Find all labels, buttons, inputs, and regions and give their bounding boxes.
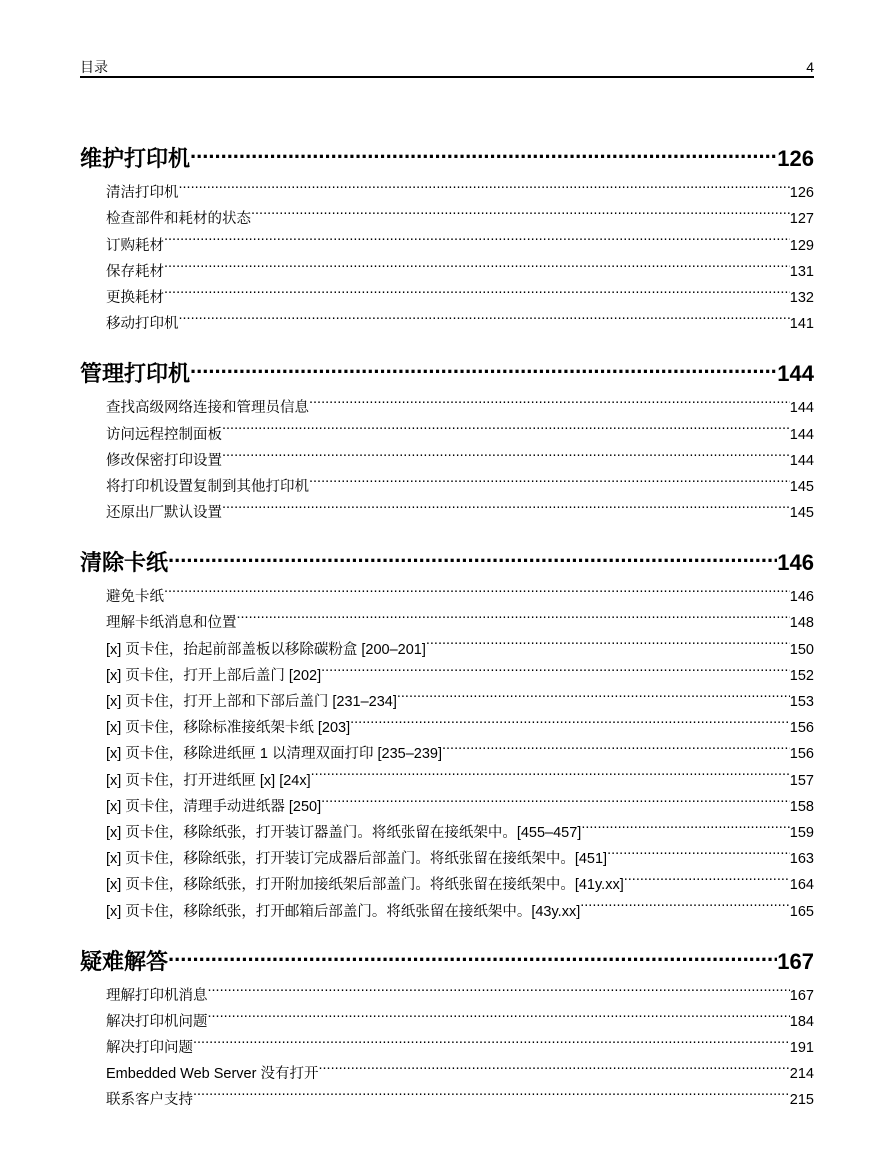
toc-entry-page-number: 131 xyxy=(789,263,814,280)
toc-entry-label: [x] 页卡住，抬起前部盖板以移除碳粉盒 [200–201] xyxy=(106,641,426,658)
toc-entry-page-number: 184 xyxy=(789,1013,814,1030)
toc-entry-page-number: 141 xyxy=(789,316,814,333)
toc-section xyxy=(80,345,814,522)
toc-entry-label: [x] 页卡住，打开上部和下部后盖门 [231–234] xyxy=(106,694,397,710)
toc-entry-page-number: 144 xyxy=(789,426,814,443)
toc-entry[interactable] xyxy=(106,1052,814,1083)
section-page-number: 167 xyxy=(777,948,814,974)
toc-entry-page-number: 165 xyxy=(789,903,814,920)
toc-entry-page-number: 163 xyxy=(789,851,814,868)
toc-entry-page-number: 158 xyxy=(789,798,814,815)
toc-entry-page-number: 129 xyxy=(789,237,814,254)
toc-entry[interactable] xyxy=(106,575,814,606)
dot-leader xyxy=(164,276,790,302)
toc-entry-label: [x] 页卡住，打开进纸匣 [x] [24x] xyxy=(106,772,311,789)
toc-entry-page-number: 126 xyxy=(789,185,814,202)
toc-entry-page-number: 214 xyxy=(789,1066,814,1083)
dot-leader xyxy=(311,758,790,784)
toc-entry-label: 订购耗材 xyxy=(106,237,164,254)
dot-leader xyxy=(179,171,790,197)
toc-entry-page-number: 144 xyxy=(789,400,814,417)
section-title: 维护打印机 xyxy=(80,146,191,171)
toc-entry[interactable] xyxy=(106,974,814,1004)
toc-entry-page-number: 164 xyxy=(789,877,814,894)
toc-section-heading[interactable] xyxy=(80,130,814,171)
toc-entry-page-number: 156 xyxy=(789,746,814,763)
toc-entry-label: 访问远程控制面板 xyxy=(106,426,222,443)
toc-entry-page-number: 127 xyxy=(789,211,814,228)
toc-entry[interactable] xyxy=(106,386,814,417)
toc-entry-page-number: 145 xyxy=(789,478,814,495)
header-page-number: 4 xyxy=(806,59,814,75)
dot-leader xyxy=(237,601,790,627)
section-title: 管理打印机 xyxy=(80,361,191,387)
toc-entry-label: [x] 页卡住，清理手动进纸器 [250] xyxy=(106,798,322,815)
toc-section-heading[interactable] xyxy=(80,534,814,575)
toc-entry-label: 解决打印问题 xyxy=(106,1040,193,1057)
toc-section xyxy=(80,534,814,920)
dot-leader xyxy=(426,627,790,653)
dot-leader xyxy=(251,197,790,223)
toc-entry[interactable] xyxy=(106,276,814,306)
toc-entry-page-number: 157 xyxy=(789,772,814,789)
toc-entry[interactable] xyxy=(106,197,814,228)
dot-leader xyxy=(309,465,790,491)
toc-entry-label: 保存耗材 xyxy=(106,263,164,280)
toc-entry[interactable] xyxy=(106,1000,814,1030)
dot-leader xyxy=(190,351,777,381)
page-header xyxy=(80,58,814,78)
toc-entry[interactable] xyxy=(106,1078,814,1109)
toc-section xyxy=(80,130,814,333)
toc-entry-page-number: 215 xyxy=(789,1092,814,1109)
toc-entry-page-number: 153 xyxy=(789,694,814,710)
section-page-number: 144 xyxy=(777,361,814,387)
dot-leader xyxy=(624,863,790,889)
dot-leader xyxy=(350,706,790,732)
dot-leader xyxy=(321,654,790,680)
toc-entry-label: [x] 页卡住，移除纸张，打开附加接纸架后部盖门。将纸张留在接纸架中。[41y.xx] xyxy=(106,877,624,894)
dot-leader xyxy=(190,136,777,166)
toc-entry[interactable] xyxy=(106,171,814,202)
dot-leader xyxy=(309,386,790,412)
toc-entry-label: 联系客户支持 xyxy=(106,1092,193,1109)
toc-entry-label: 清洁打印机 xyxy=(106,185,179,202)
toc-entry-page-number: 148 xyxy=(789,615,814,632)
toc-entry-page-number: 152 xyxy=(789,667,814,684)
dot-leader xyxy=(164,223,790,249)
toc-entry[interactable] xyxy=(106,1026,814,1057)
toc-entry-page-number: 156 xyxy=(789,720,814,737)
toc-entry[interactable] xyxy=(106,302,814,333)
dot-leader xyxy=(321,785,790,811)
dot-leader xyxy=(164,250,790,276)
toc-entry-label: 还原出厂默认设置 xyxy=(106,505,222,522)
toc-entry-label: [x] 页卡住，移除纸张，打开装订器盖门。将纸张留在接纸架中。[455–457] xyxy=(106,824,582,841)
table-of-contents xyxy=(80,130,814,1109)
dot-leader xyxy=(208,1000,790,1026)
dot-leader xyxy=(208,974,790,1000)
toc-entry[interactable] xyxy=(106,250,814,280)
toc-entry-label: 避免卡纸 xyxy=(106,589,164,606)
toc-entry-label: 检查部件和耗材的状态 xyxy=(106,211,251,228)
toc-entry-label: [x] 页卡住，移除标准接纸架卡纸 [203] xyxy=(106,720,351,737)
toc-entry-page-number: 150 xyxy=(789,641,814,658)
toc-entry-label: 将打印机设置复制到其他打印机 xyxy=(106,478,309,495)
toc-entry-label: 更换耗材 xyxy=(106,289,164,306)
toc-entry-label: [x] 页卡住，移除纸张，打开装订完成器后部盖门。将纸张留在接纸架中。[451] xyxy=(106,851,608,868)
toc-section-heading[interactable] xyxy=(80,933,814,974)
section-page-number: 146 xyxy=(777,550,814,576)
dot-leader xyxy=(607,837,790,863)
dot-leader xyxy=(164,575,790,601)
dot-leader xyxy=(442,732,790,758)
toc-entry-label: 移动打印机 xyxy=(106,316,179,333)
toc-entry-page-number: 144 xyxy=(789,452,814,469)
toc-entry-label: [x] 页卡住，移除进纸匣 1 以清理双面打印 [235–239] xyxy=(106,746,442,763)
dot-leader xyxy=(168,540,777,570)
toc-entry-label: Embedded Web Server 没有打开 xyxy=(106,1066,319,1083)
toc-entry-page-number: 145 xyxy=(789,505,814,522)
toc-entry-label: 理解打印机消息 xyxy=(106,987,208,1004)
dot-leader xyxy=(222,491,790,517)
dot-leader xyxy=(168,939,777,969)
toc-entry-page-number: 132 xyxy=(789,289,814,306)
toc-section xyxy=(80,933,814,1109)
dot-leader xyxy=(580,889,790,915)
dot-leader xyxy=(397,680,790,706)
dot-leader xyxy=(581,811,789,837)
dot-leader xyxy=(193,1078,790,1104)
toc-entry[interactable] xyxy=(106,223,814,254)
toc-entry-label: 理解卡纸消息和位置 xyxy=(106,615,237,632)
toc-entry-page-number: 146 xyxy=(789,589,814,606)
header-title: 目录 xyxy=(80,59,108,75)
toc-entry-label: 解决打印机问题 xyxy=(106,1013,208,1030)
dot-leader xyxy=(179,302,790,328)
toc-entry-label: 查找高级网络连接和管理员信息 xyxy=(106,400,309,417)
dot-leader xyxy=(193,1026,790,1052)
toc-entry-page-number: 191 xyxy=(789,1040,814,1057)
toc-entry-label: [x] 页卡住，移除纸张，打开邮箱后部盖门。将纸张留在接纸架中。[43y.xx] xyxy=(106,903,581,920)
dot-leader xyxy=(222,412,790,438)
toc-entry-page-number: 167 xyxy=(789,987,814,1004)
dot-leader xyxy=(318,1052,789,1078)
toc-entry-label: 修改保密打印设置 xyxy=(106,452,222,469)
section-page-number: 126 xyxy=(777,146,814,171)
toc-entry-label: [x] 页卡住，打开上部后盖门 [202] xyxy=(106,667,322,684)
section-title: 疑难解答 xyxy=(80,948,169,974)
toc-entry[interactable] xyxy=(106,601,814,632)
dot-leader xyxy=(222,439,790,465)
toc-section-heading[interactable] xyxy=(80,345,814,386)
toc-entry-page-number: 159 xyxy=(789,824,814,841)
section-title: 清除卡纸 xyxy=(80,550,169,576)
